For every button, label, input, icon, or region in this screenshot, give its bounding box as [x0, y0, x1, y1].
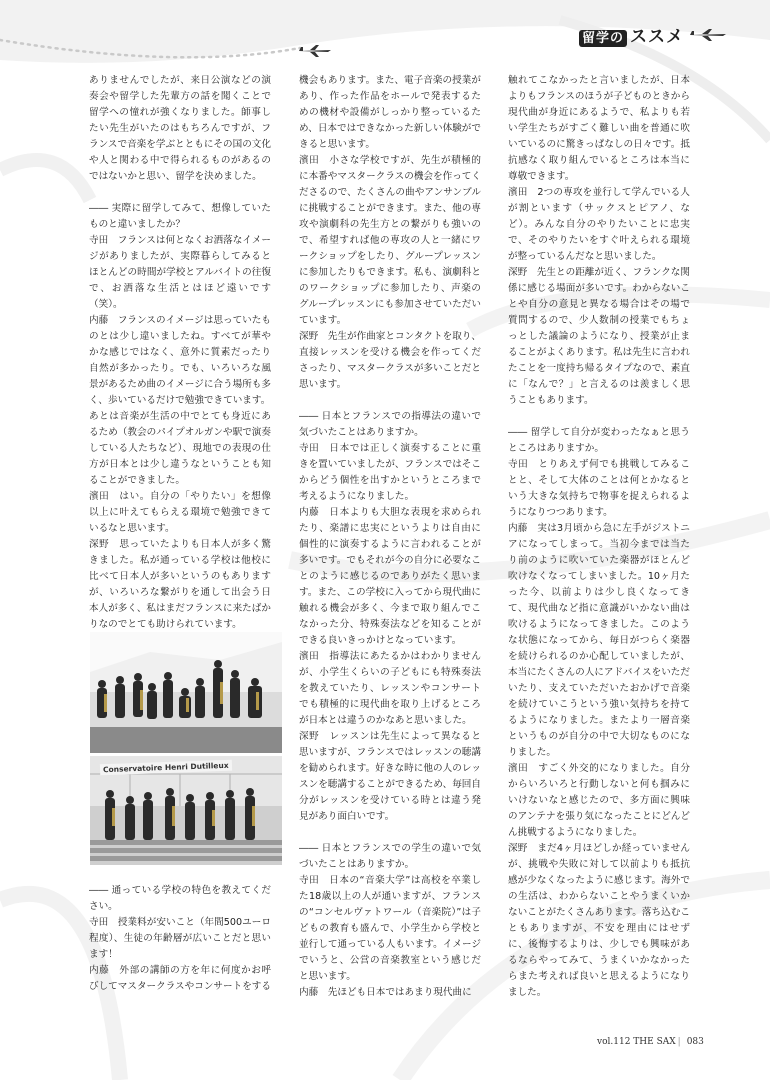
group-photo-concert — [90, 632, 282, 753]
question-heading: ―― 日本とフランスでの学生の違いで気づいたことはありますか。 — [299, 843, 481, 870]
group-photo-school — [90, 756, 282, 865]
school-sign: Conservatoire Henri Dutilleux — [100, 760, 232, 776]
paragraph: 触れてこなかったと言いましたが、日本よりもフランスのほうが子どものときから現代曲が身近にあるようで、私よりも若い学生たちがすごく難しい曲を普通に吹いているのに驚きっぱなしの日々です。抵抗感なく取り組んでいるところは本当に尊敬できます。 — [508, 75, 690, 182]
question-heading: ―― 留学して自分が変わったなぁと思うところはありますか。 — [508, 427, 690, 454]
paragraph: 内藤 先ほども日本ではあまり現代曲に — [299, 987, 472, 998]
paragraph: 寺田 授業料が安いこと（年間500ユーロ程度）、生徒の年齢層が広いことだと思います！ — [89, 917, 271, 960]
text-column-1-bottom — [89, 883, 271, 995]
paragraph: 深野 先生との距離が近く、フランクな関係に感じる場面が多いです。わからないことや自分の意見と異なる場合はその場で質問するので、少人数制の授業でもちょっとした議論のようになり、授業が止まることがよくあります。私は先生に言われたことを一度持ち帰るタイプなので、素直に「なんで？」と言えるのは羨ましく思うこともあります。 — [508, 267, 690, 406]
page-number: 083 — [686, 1037, 704, 1047]
text-column-1 — [89, 73, 271, 633]
paragraph: 濱田 はい。自分の「やりたい」を想像以上に叶えてもらえる環境で勉強できているなと思います。 — [89, 491, 271, 534]
paragraph: 深野 先生が作曲家とコンタクトを取り、直接レッスンを受ける機会を作ってくださったり、マスタークラスが多いことだと思います。 — [299, 331, 481, 390]
question-heading: ―― 日本とフランスでの指導法の違いで気づいたことはありますか。 — [299, 411, 481, 438]
footer-divider: | — [677, 1037, 681, 1047]
text-column-2 — [299, 73, 481, 1001]
paragraph: 内藤 日本よりも大胆な表現を求められたり、楽譜に忠実にというよりは自由に個性的に演奏するように言われることが多いです。でもそれが今の自分に必要なことのように感じるのでありがたく思います。また、この学校に入ってから現代曲に触れる機会が多く、今まで取り組んでこなかった分、特殊奏法などを知ることができる良いきっかけとなっています。 — [299, 507, 481, 646]
paragraph: 機会もあります。また、電子音楽の授業があり、作った作品をホールで発表するための機材や設備がしっかり整っているため、日本ではできなかった新しい体験ができると思います。 — [299, 75, 481, 150]
airplane-icon — [298, 44, 332, 58]
airplane-icon — [688, 28, 728, 42]
paragraph: 内藤 フランスのイメージは思っていたものとは少し違いましたね。すべてが華やかな感じではなく、意外に質素だったり自然が多かったり。でも、いろいろな風景があるため曲のイメージに合う場所も多く、歩いているだけで勉強できています。 — [89, 315, 271, 406]
paragraph: 深野 思っていたよりも日本人が多く驚きました。私が通っている学校は他校に比べて日本人が多いというのもありますが、いろいろな繋がりを通して出会う日本人が多く、私はまだフランスに来たばかりなのでとても助けられています。 — [89, 539, 271, 630]
paragraph: ありませんでしたが、来日公演などの演奏会や留学した先輩方の話を聞くことで留学への憧れが強くなりました。師事したい先生がいたのはもちろんですが、フランスで音楽を学ぶとともにその国の文化や人と関わる中で得られるものがあるのではないかと思い、留学を決めました。 — [89, 75, 271, 182]
paragraph: 内藤 外部の講師の方を年に何度かお呼びしてマスタークラスやコンサートをする — [89, 965, 271, 992]
paragraph: 寺田 日本の“音楽大学”は高校を卒業した18歳以上の人が通いますが、フランスの“コンセルヴァトワール（音楽院）”は子どもの教育も盛んで、小学生から学校と並行して通っている人もいます。イメージでいうと、公営の音楽教室という感じだと思います。 — [299, 875, 481, 982]
paragraph: あとは音楽が生活の中でとても身近にあるため（教会のパイプオルガンや駅で演奏している人たちなど）、現地での表現の仕方が日本とは少し違うなということも知ることができました。 — [89, 411, 271, 486]
issue-label: vol.112 THE SAX — [597, 1037, 676, 1047]
text-column-3 — [508, 73, 690, 1001]
paragraph: 濱田 小さな学校ですが、先生が積極的に本番やマスタークラスの機会を作ってくださるので、たくさんの曲やアンサンブルに挑戦することができます。また、他の専攻や演劇科の先生方との繋がりも強いので、希望すれば他の専攻の人と一緒にワークショップをしたり、グループレッスンに参加したりもできます。私も、演劇科とのワークショップに参加したり、声楽のグループレッスンにも参加させていただいています。 — [299, 155, 481, 326]
paragraph: 寺田 とりあえず何でも挑戦してみることと、そして大体のことは何とかなるという大きな気持ちで物事を捉えられるようになりつつあります。 — [508, 459, 690, 518]
question-heading: ―― 通っている学校の特色を教えてください。 — [89, 885, 271, 912]
paragraph: 深野 レッスンは先生によって異なると思いますが、フランスではレッスンの聴講を勧められます。好きな時に他の人のレッスンを聴講することができるため、毎回自分がレッスンを受けている時とは違う発見があり面白いです。 — [299, 731, 481, 822]
paragraph: 内藤 実は3月頃から急に左手がジストニアになってしまって。当初今までは当たり前のように吹いていた楽器がほとんど吹けなくなってしまいました。10ヶ月たった今、以前よりは少し良くなってきて、現代曲など指に意識がいかない曲は吹けるようになってきました。このような状態になってから、毎日がつらく楽器を続けられるのか心配していましたが、本当にたくさんの人にアドバイスをいただいたり、支えていただいたおかげで音楽を続けていこうという強い気持ちを持てるようになりました。またより一層音楽というものが自分の中で大切なものになりました。 — [508, 523, 690, 758]
paragraph: 濱田 すごく外交的になりました。自分からいろいろと行動しないと何も掴みにいけないなと感じたので、多方面に興味のアンテナを張り気になったことにどんどん挑戦するようになりました。 — [508, 763, 690, 838]
paragraph: 寺田 日本では正しく演奏することに重きを置いていましたが、フランスではそこからどう個性を出すかというところまで考えるようになりました。 — [299, 443, 481, 502]
question-heading: ―― 実際に留学してみて、想像していたものと違いましたか？ — [89, 203, 271, 230]
section-title-prefix: 留学の — [579, 30, 627, 47]
paragraph: 濱田 2つの専攻を並行して学んでいる人が割といます（サックスとピアノ、など）。みんな自分のやりたいことに忠実で、そのやりたいをすぐ叶えられる環境が整っているんだなと思いました。 — [508, 187, 690, 262]
section-title-main: ススメ — [630, 27, 684, 47]
paragraph: 深野 まだ4ヶ月ほどしか経っていませんが、挑戦や失敗に対して以前よりも抵抗感が少なくなったように感じます。海外での生活は、わからないことやうまくいかないことがたくさんあります。落ち込むこともありますが、不安を理由にはせずに、後悔するよりは、少しでも興味があるならやってみて、うまくいかなかったらまた考えれば良いと思えるようになりました。 — [508, 843, 690, 998]
page-footer — [597, 1037, 704, 1047]
paragraph: 濱田 指導法にあたるかはわかりませんが、小学生くらいの子どもにも特殊奏法を教えていたり、レッスンやコンサートでも積極的に現代曲を取り上げるところが日本とは違うのかなあと思いました。 — [299, 651, 481, 726]
paragraph: 寺田 フランスは何となくお洒落なイメージがありましたが、実際暮らしてみるとほとんどの時間が学校とアルバイトの往復で、お洒落な生活とはほど遠いです（笑）。 — [89, 235, 271, 310]
section-title — [579, 22, 684, 47]
